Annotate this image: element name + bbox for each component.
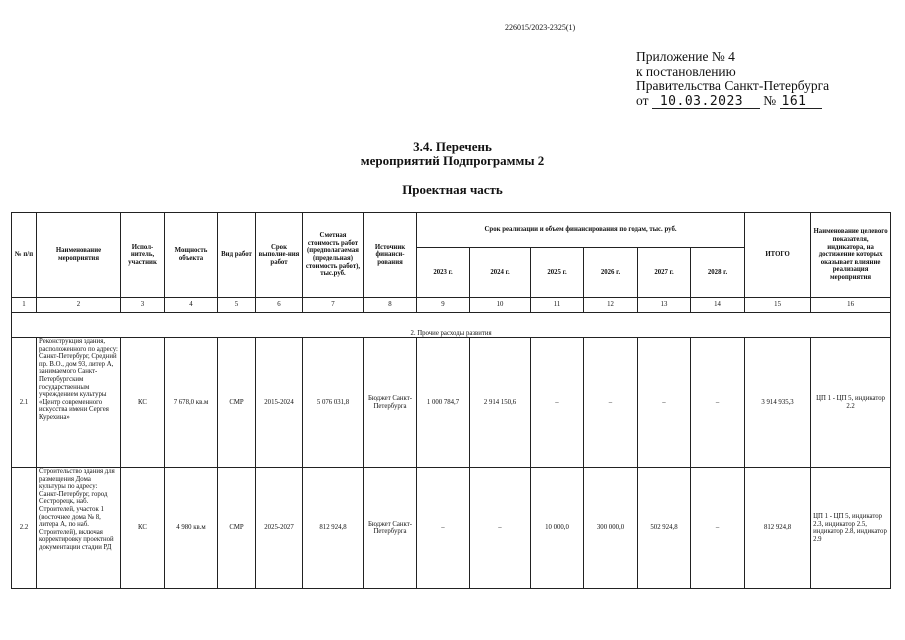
row-num: 2.1 xyxy=(12,338,37,468)
annex-date: 10.03.2023 xyxy=(652,96,760,109)
row-period: 2015-2024 xyxy=(256,338,303,468)
row-executor: КС xyxy=(121,468,165,589)
colnum-cell: 11 xyxy=(531,298,584,313)
colnum-cell: 1 xyxy=(12,298,37,313)
header-capacity: Мощность объекта xyxy=(165,213,218,298)
spacer-row xyxy=(12,313,891,330)
colnum-cell: 10 xyxy=(470,298,531,313)
header-year-2025: 2025 г. xyxy=(531,248,584,298)
header-year-2024: 2024 г. xyxy=(470,248,531,298)
row-2024: 2 914 150,6 xyxy=(470,338,531,468)
annex-number: 161 xyxy=(780,96,822,109)
row-source: Бюджет Санкт-Петербурга xyxy=(364,338,417,468)
colnum-cell: 8 xyxy=(364,298,417,313)
row-name: Реконструкция здания, расположенного по адресу: Санкт-Петербург, Средний пр. В.О., дом 93, литер А, занимаемого Санкт-Петербургским государственным учреждением культуры «Центр современного искусства имени Сергея Курехина» xyxy=(37,338,121,468)
header-year-2026: 2026 г. xyxy=(584,248,638,298)
row-2026: – xyxy=(584,338,638,468)
row-2024: – xyxy=(470,468,531,589)
colnum-cell: 4 xyxy=(165,298,218,313)
header-cost: Сметная стоимость работ (предполагаемая (предельная) стоимость работ), тыс.руб. xyxy=(303,213,364,298)
title-line-3: Проектная часть xyxy=(402,182,503,197)
annex-from-label: от xyxy=(636,92,649,108)
row-work-type: СМР xyxy=(218,338,256,468)
colnum-cell: 7 xyxy=(303,298,364,313)
section-heading: 2. Прочие расходы развития xyxy=(12,330,891,338)
colnum-cell: 9 xyxy=(417,298,470,313)
header-year-2028: 2028 г. xyxy=(691,248,745,298)
row-2027: 502 924,8 xyxy=(638,468,691,589)
row-2026: 300 000,0 xyxy=(584,468,638,589)
header-years-group: Срок реализации и объем финансирования по годам, тыс. руб. xyxy=(417,213,745,248)
colnum-cell: 5 xyxy=(218,298,256,313)
row-period: 2025-2027 xyxy=(256,468,303,589)
header-year-2027: 2027 г. xyxy=(638,248,691,298)
row-indicator: ЦП 1 - ЦП 5, индикатор 2.2 xyxy=(811,338,891,468)
row-2028: – xyxy=(691,468,745,589)
row-total: 812 924,8 xyxy=(745,468,811,589)
header-row-1 xyxy=(12,213,891,248)
colnum-cell: 16 xyxy=(811,298,891,313)
colnum-cell: 14 xyxy=(691,298,745,313)
spacer-cell xyxy=(12,313,891,330)
annex-line-1: Приложение № 4 xyxy=(636,49,735,64)
table-row xyxy=(12,468,891,589)
annex-number-label: № xyxy=(763,92,777,108)
colnum-cell: 13 xyxy=(638,298,691,313)
colnum-cell: 3 xyxy=(121,298,165,313)
row-capacity: 7 678,0 кв.м xyxy=(165,338,218,468)
annex-block xyxy=(636,50,829,109)
row-2028: – xyxy=(691,338,745,468)
section-row xyxy=(12,330,891,338)
annex-line-3: Правительства Санкт-Петербурга xyxy=(636,78,830,94)
header-period: Срок выполне-ния работ xyxy=(256,213,303,298)
colnum-cell: 15 xyxy=(745,298,811,313)
document-number: 226015/2023-2325(1) xyxy=(505,23,576,32)
header-executor: Испол-нитель, участник xyxy=(121,213,165,298)
header-indicator: Наименование целевого показателя, индикатора, на достижение которых оказывает влияние реализация мероприятия xyxy=(811,213,891,298)
colnum-cell: 2 xyxy=(37,298,121,313)
row-source: Бюджет Санкт-Петербурга xyxy=(364,468,417,589)
annex-line-2: к постановлению xyxy=(636,63,736,79)
row-cost: 812 924,8 xyxy=(303,468,364,589)
header-source: Источник финанси-рования xyxy=(364,213,417,298)
colnum-cell: 6 xyxy=(256,298,303,313)
row-2025: – xyxy=(531,338,584,468)
row-2027: – xyxy=(638,338,691,468)
header-year-2023: 2023 г. xyxy=(417,248,470,298)
annex-date-line xyxy=(636,94,829,109)
header-total: ИТОГО xyxy=(745,213,811,298)
title-line-2: мероприятий Подпрограммы 2 xyxy=(360,153,545,168)
table-row xyxy=(12,338,891,468)
measures-table xyxy=(11,212,891,589)
row-executor: КС xyxy=(121,338,165,468)
row-total: 3 914 935,3 xyxy=(745,338,811,468)
header-name: Наименование мероприятия xyxy=(37,213,121,298)
header-num: № п/п xyxy=(12,213,37,298)
row-name: Строительство здания для размещения Дома культуры по адресу: Санкт-Петербург, город Сестрорецк, наб. Строителей, участок 1 (восточнее дома № 8, литера А, по наб. Строителей), включая корректировку проектной документации стадии РД xyxy=(37,468,121,589)
row-2025: 10 000,0 xyxy=(531,468,584,589)
row-cost: 5 076 031,8 xyxy=(303,338,364,468)
column-numbers-row xyxy=(12,298,891,313)
row-capacity: 4 980 кв.м xyxy=(165,468,218,589)
title-line-1: 3.4. Перечень xyxy=(413,139,492,154)
row-indicator: ЦП 1 - ЦП 5, индикатор 2.3, индикатор 2.5, индикатор 2.8, индикатор 2.9 xyxy=(811,468,891,589)
header-work-type: Вид работ xyxy=(218,213,256,298)
row-num: 2.2 xyxy=(12,468,37,589)
row-2023: 1 000 784,7 xyxy=(417,338,470,468)
row-2023: – xyxy=(417,468,470,589)
colnum-cell: 12 xyxy=(584,298,638,313)
row-work-type: СМР xyxy=(218,468,256,589)
